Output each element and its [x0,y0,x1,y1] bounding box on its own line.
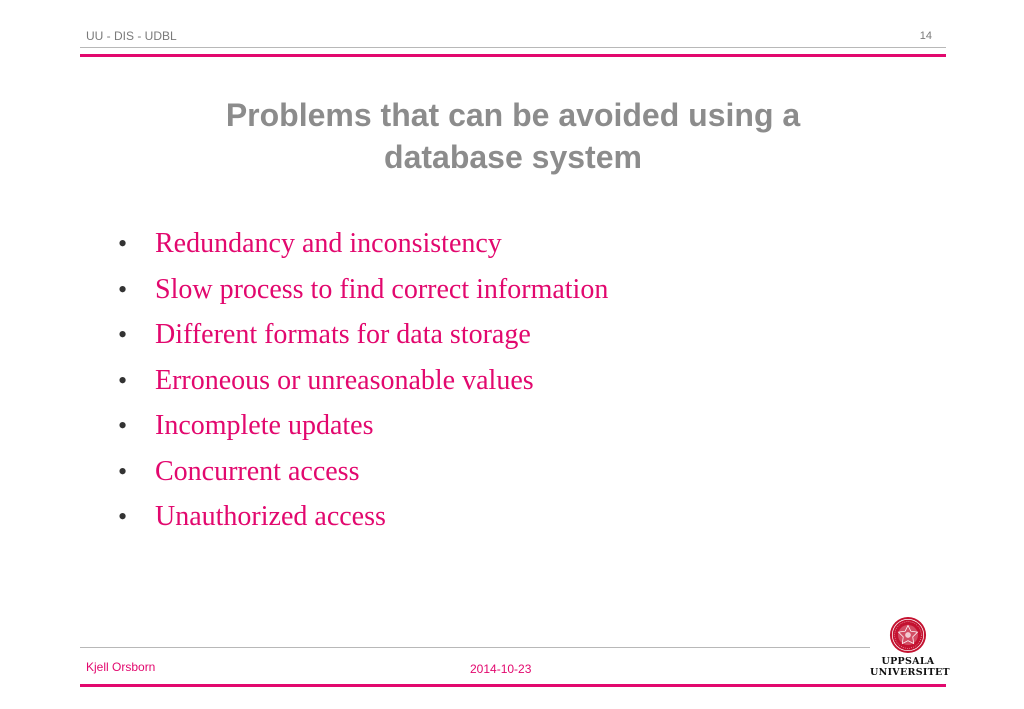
footer-divider-accent [80,684,946,687]
slide-title [80,94,946,178]
bullet-item [113,228,608,274]
header-course-code: UU - DIS - UDBL [86,29,177,43]
bullet-text: Concurrent access [155,455,360,487]
slide-title-line-2: database system [384,139,642,175]
bullet-icon: • [118,320,128,349]
bullet-icon: • [118,456,128,486]
bullet-text: Incomplete updates [155,410,374,441]
bullet-text: Unauthorized access [155,501,386,532]
footer-date: 2014-10-23 [470,662,532,676]
logo-text-line-1: UPPSALA [881,656,935,667]
bullet-item [113,410,608,456]
header-divider-gray [80,47,946,48]
bullet-item [113,365,608,411]
header-divider-accent [80,54,946,57]
bullet-list [113,228,608,547]
bullet-item [113,274,608,320]
bullet-text: Redundancy and inconsistency [155,228,502,259]
slide-title-line-1: Problems that can be avoided using a [225,97,801,133]
bullet-item [113,501,608,547]
bullet-icon: • [118,365,128,395]
bullet-icon: • [118,274,128,304]
bullet-text: Different formats for data storage [155,319,531,350]
university-seal-icon [889,616,927,654]
slide-number: 14 [919,30,932,42]
logo-text-line-2: UNIVERSITET [870,667,950,678]
bullet-text: Erroneous or unreasonable values [155,364,534,396]
bullet-icon: • [118,229,128,258]
bullet-item [113,319,608,365]
footer-divider-gray [80,647,870,648]
bullet-text: Slow process to find correct information [155,273,609,305]
university-logo [870,612,950,678]
bullet-icon: • [118,502,128,531]
bullet-icon: • [118,411,128,440]
bullet-item [113,456,608,502]
footer-author: Kjell Orsborn [86,660,156,674]
